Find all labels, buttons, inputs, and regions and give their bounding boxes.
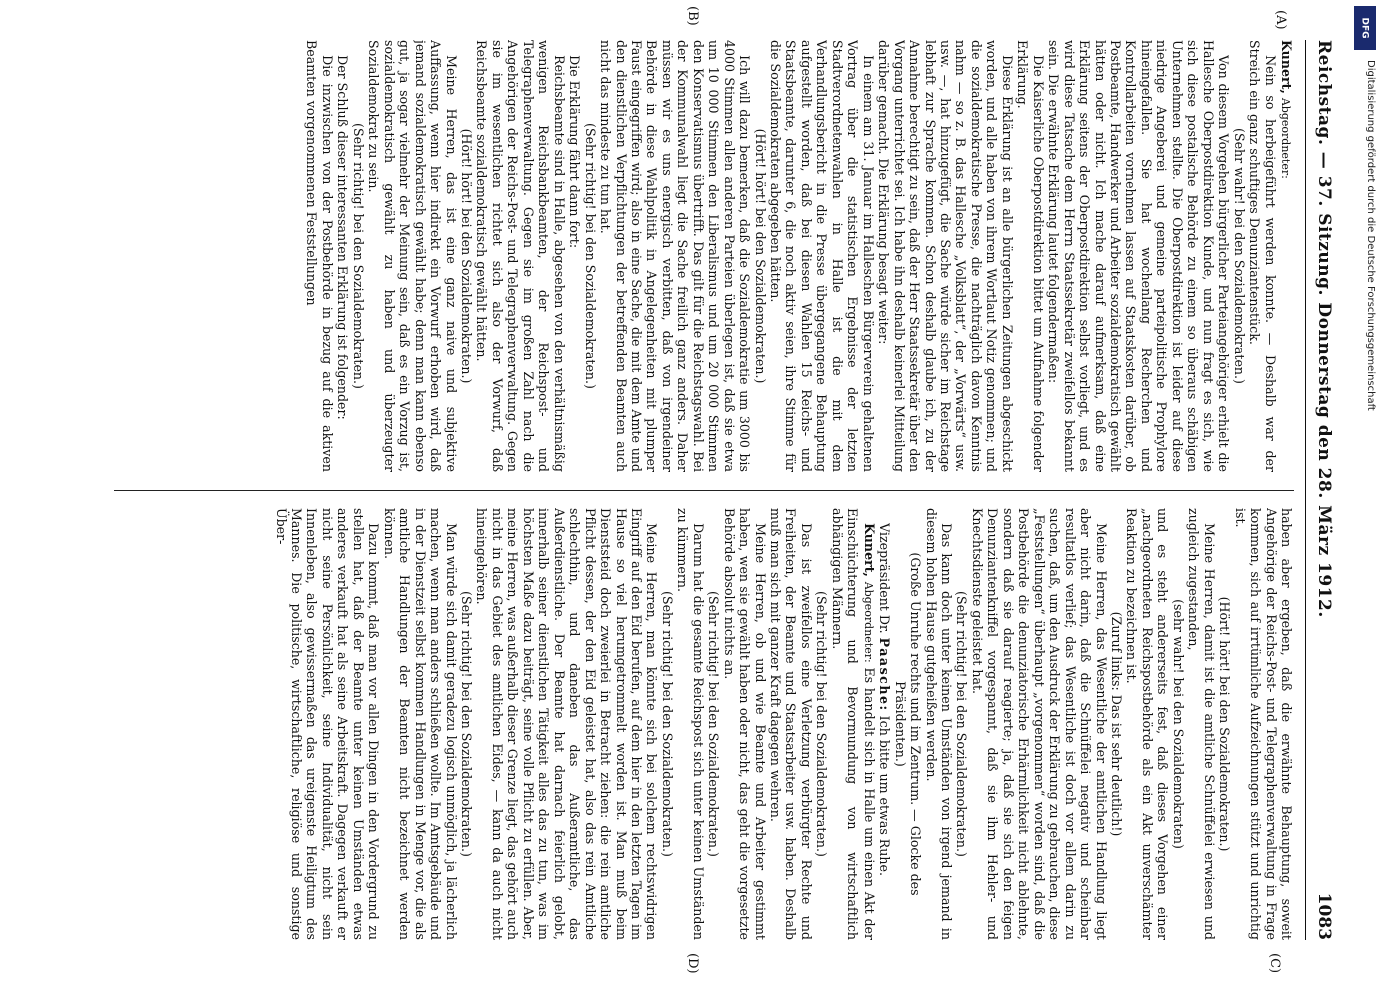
- interjection: (Sehr richtig! bei den Sozialdemokraten.): [954, 591, 970, 857]
- president-line: [877, 508, 892, 940]
- paragraph: Ich will dazu bemerken, daß die Sozialdemokratie um 3000 bis 4000 Stimmen allen anderen Parteien überlegen ist, daß sie etwa um 10 000 Stimmen den Liberalismus und um 20 000 Stimmen den Konservatismus übertrifft. Das gilt für die Reichstagswahl. Bei der Kommunalwahl liegt die Sache freilich ganz anders. Daher müssen wir es uns energisch verbitten, daß von irgendeiner Behörde in diese Wahlpolitik in Angelegenheiten mit plumper Faust eingegriffen wird; also in eine Sache, die mit dem Amte und den dienstlichen Verpflichtungen der betreffenden Beamten auch nicht das mindeste zu tun hat.: [598, 40, 753, 472]
- paragraph: Reichsbeamte sind in Halle, abgesehen von den verhältnismäßig wenigen Reichsbankbeamten, der Reichspost- und Telegraphenverwaltung. Gegen sie im großen Zahl nach die Angehörigen der Reichs-Post- und Telegraphenverwaltung. Gegen sie im wesentlichen richtet sich also der Vorwurf, daß Reichsbeamte sozialdemokratisch gewählt hätten.: [474, 40, 567, 472]
- president-title: Vizepräsident Dr.: [877, 523, 893, 634]
- paragraph: Meine Herren, damit ist die amtliche Schnüffelei erwiesen und zugleich zugestanden,: [1186, 508, 1217, 940]
- paragraph: Die inzwischen von der Postbehörde in bezug auf die aktiven Beamten vorgenommenen Feststellungen: [304, 40, 335, 472]
- paragraph: Diese Erklärung ist an alle bürgerlichen Zeitungen abgeschickt worden, und alle haben von ihrem Wortlaut Notiz genommen; und die sozialdemokratische Presse, die nachträglich davon Kenntnis nahm — so z. B. das Hallesche „Volksblatt“, der „Vorwärts“ usw. usw. —, hat hinzugefügt, die Sache würde sicher im Reichstage lebhaft zur Sprache kommen. Schon deshalb glaube ich, zu der Annahme berechtigt zu sein, daß der Herr Staatssekretär über den Vorgang unterrichtet sei. Ich habe ihn deshalb keinerlei Mitteilung darüber gemacht. Die Erklärung besagt weiter:: [876, 40, 1015, 472]
- margin-marker-a: (A): [1273, 10, 1288, 30]
- interjection: (Sehr richtig! bei den Sozialdemokraten.): [582, 123, 598, 389]
- president-text: Ich bitte um etwas Ruhe.: [877, 715, 893, 876]
- paragraph: Von diesem Vorgehen bürgerlicher Parteiangehöriger erhielt die Hallesche Oberpostdirektion Kunde, und nun fragt es sich, wie sich diese postalische Behörde zu einem so überaus schäbigen Unternehmen stellte. Die Oberpostdirektion ist leider auf diese niedrige Angeberei und gemeine parteipolitische Prophylore hineingefallen. Sie hat wochenlang Recherchen und Kontrollarbeiten vornehmen lassen auf Staatskosten darüber, ob Postbeamte, Handwerker und Arbeiter sozialdemokratisch gewählt hätten oder nicht. Ich mache darauf aufmerksam, daß eine Erklärung seitens der Oberpostdirektion selbst vorliegt, und es wird diese Tatsache dem Herrn Staatssekretär zweifellos bekannt sein. Die erwähnte Erklärung lautet folgendermaßen:: [1046, 40, 1232, 472]
- page-header: [1305, 40, 1340, 940]
- paragraph: Die Erklärung fährt dann fort:: [567, 55, 583, 249]
- interjection: (Sehr richtig! bei den Sozialdemokraten.): [659, 591, 675, 857]
- speaker-role: Abgeordneter:: [1279, 97, 1292, 179]
- interjection: (Zuruf links: Das ist sehr deutlich!): [1109, 611, 1125, 837]
- speaker-role: Abgeordneter:: [861, 581, 875, 663]
- speaker-line: [829, 508, 876, 940]
- paragraph: Nein so herbeigeführt werden konnte. — Deshalb war der Streich ein ganz schuftiges Denunziantenstück.: [1247, 40, 1278, 472]
- paragraph: Meine Herren, ob und wie Beamte und Arbeiter gestimmt haben, wen sie gewählt haben oder nicht, das geht die vorgesetzte Behörde absolut nichts an.: [721, 508, 768, 940]
- paragraph: und es steht andererseits fest, daß dieses Vorgehen einer „nachgeordneten Reichspostbehörde als ein Akt unverschämter Reaktion zu bezeichnen ist.: [1124, 508, 1171, 940]
- rotated-page: [50, 6, 1340, 974]
- interjection: (Sehr richtig! bei den Sozialdemokraten.): [814, 591, 830, 857]
- interjection: (Sehr richtig! bei den Sozialdemokraten.): [458, 591, 474, 857]
- interjection: (Sehr wahr! bei den Sozialdemokraten.): [1231, 128, 1247, 384]
- right-column: [98, 508, 1294, 940]
- interjection: (Hört! hört! bei den Sozialdemokraten.): [458, 128, 474, 384]
- paragraph: Der Schluß dieser interessanten Erklärung ist folgender:: [335, 55, 351, 420]
- digitization-note: Digitalisierung gefördert durch die Deutsche Forschungsgemeinschaft: [1365, 60, 1376, 411]
- paragraph: Meine Herren, man könnte sich bei solchem rechtswidrigen Eingriff auf den Eid berufen, auf dem hier in den letzten Tagen im Hause so viel herumgetrommelt worden ist. Man muß beim Dienststeid doch zweierlei in Betracht ziehen: die rein amtliche Pflicht dessen, der den Eid geleistet hat, also das rein Amtliche schlechthin, und daneben das Außeramtliche, das Außerdienstliche. Der Beamte hat darnach feierlich gelobt, innerhalb seiner dienstlichen Tätigkeit alles das zu tun, was im höchsten Maße dazu beiträgt, seine volle Pflicht zu erfüllen. Aber, meine Herren, was außerhalb dieser Grenze liegt, das gehört auch nicht in das Gebiet des amtlichen Eides, — kann da auch nicht hineingehören.: [474, 508, 660, 940]
- paragraph: Die Kaiserliche Oberpostdirektion bittet um Aufnahme folgender Erklärung.: [1015, 40, 1046, 472]
- margin-marker-d: (D): [685, 953, 700, 974]
- left-column: [98, 40, 1294, 472]
- paragraph: Das ist zweifellos eine Verletzung verbürgter Rechte und Freiheiten, der Beamte und Staatsarbeiter usw. haben. Deshalb muß man sich mit ganzer Kraft dagegen wehren.: [768, 508, 814, 940]
- speaker-text: Es handelt sich in Halle um einen Akt der Einschüchterung und Bevormundung von wirtschaftlich abhängigen Männern.: [829, 508, 877, 940]
- interjection: (Hört! hört! bei den Sozialdemokraten.): [1217, 596, 1233, 852]
- margin-marker-b: (B): [685, 6, 700, 26]
- margin-marker-c: (C): [1267, 953, 1282, 974]
- interjection: (Sehr richtig! bei den Sozialdemokraten.): [706, 591, 722, 857]
- paragraph: Das kann doch unter keinen Umständen von irgend jemand in diesem hohen Hause gutgeheißen werden.: [923, 508, 955, 940]
- page-number: 1083: [1314, 892, 1334, 940]
- paragraph: haben aber ergeben, daß die erwähnte Behauptung, soweit Angehörige der Reichs-Post- und Telegraphenverwaltung in Frage kommen, sich auf irrtümliche Aufzeichnungen stützt und unrichtig ist.: [1232, 508, 1294, 940]
- paragraph: In einem am 31. Januar im Halleschen Bürgerverein gehaltenen Vortrag über die statistischen Ergebnisse der letzten Stadtverordnetenwahlen in Halle ist die mit dem Verhandlungsbericht in die Presse übergegangene Behauptung aufgestellt worden, daß bei diesen Wahlen 15 Reichs- und Staatsbeamte, darunter 6, die noch aktiv seien, ihre Stimme für die Sozialdemokraten abgegeben hätten.: [768, 40, 876, 472]
- speaker-name: Kunert,: [1279, 40, 1294, 94]
- paragraph: Meine Herren, das ist eine ganz naive und subjektive Auffassung, wenn hier indirekt ein Vorwurf erhoben wird, daß jemand sozialdemokratisch gewählt habe; denn man kann ebenso gut, ja sogar vielmehr der Meinung sein, daß es ein Vorzug ist, sozialdemokratisch gewählt zu haben und überzeugter Sozialdemokrat zu sein.: [366, 40, 459, 472]
- interjection: (Sehr richtig! bei den Sozialdemokraten.): [350, 123, 366, 389]
- speaker-line: [1278, 40, 1294, 472]
- interjection: (Große Unruhe rechts und im Zentrum. — Glocke des Präsidenten.): [892, 552, 924, 896]
- speaker-name: Kunert,: [861, 523, 877, 577]
- paragraph: Man würde sich damit geradezu logisch unmöglich, ja lächerlich machen, wenn man anders schließen wollte. Im Amtsgebäude und in der Dienstzeit selbst kommen Handlungen in Menge vor, die als amtliche Handlungen der Beamten nicht bezeichnet werden können.: [381, 508, 459, 940]
- interjection: (Hört! hört! bei den Sozialdemokraten.): [752, 128, 768, 384]
- interjection: (sehr wahr! bei den Sozialdemokraten): [1170, 599, 1186, 849]
- president-name: Paasche:: [877, 637, 893, 712]
- running-title: Reichstag. — 37. Sitzung. Donnerstag den 28. März 1912.: [1314, 40, 1334, 618]
- paragraph: Dazu kommt, daß man vor allen Dingen in den Vordergrund zu stellen hat, daß der Beamte unter keinen Umständen etwas anderes verkauft hat als seine Arbeitskraft. Dagegen verkauft er nicht seine Persönlichkeit, seine Individualität, nicht sein Innenleben, also gewissermaßen das ureigenste Heiligtum des Mannes. Die politische, wirtschaftliche, religiöse und sonstige Über-: [273, 508, 382, 940]
- digitization-strip: [1352, 0, 1380, 1000]
- column-divider: [114, 490, 1294, 491]
- paragraph: Meine Herren, das Wesentliche der amtlichen Handlung liegt aber nicht darin, daß die Schnüffelei negativ und scheinbar resultatlos verlief; das Wesentliche ist doch vor allem darin zu suchen, daß, um den Ausdruck der Erklärung zu gebrauchen, diese „Feststellungen“ überhaupt „vorgenommen“ worden sind, daß die Postbehörde die denunziatorische Erhärmlichkeit nicht ablehnte, sondern daß sie darauf reagierte; ja, daß sie sich den feigen Denunziantenkniffel vorgespannt, daß sie ihm Hehler- und Knechtsdienste geleistet hat.: [969, 508, 1109, 940]
- paragraph: Darum hat die gesamte Reichspost sich unter keinen Umständen zu kümmern.: [675, 508, 706, 940]
- dfg-logo: DFG: [1354, 6, 1376, 50]
